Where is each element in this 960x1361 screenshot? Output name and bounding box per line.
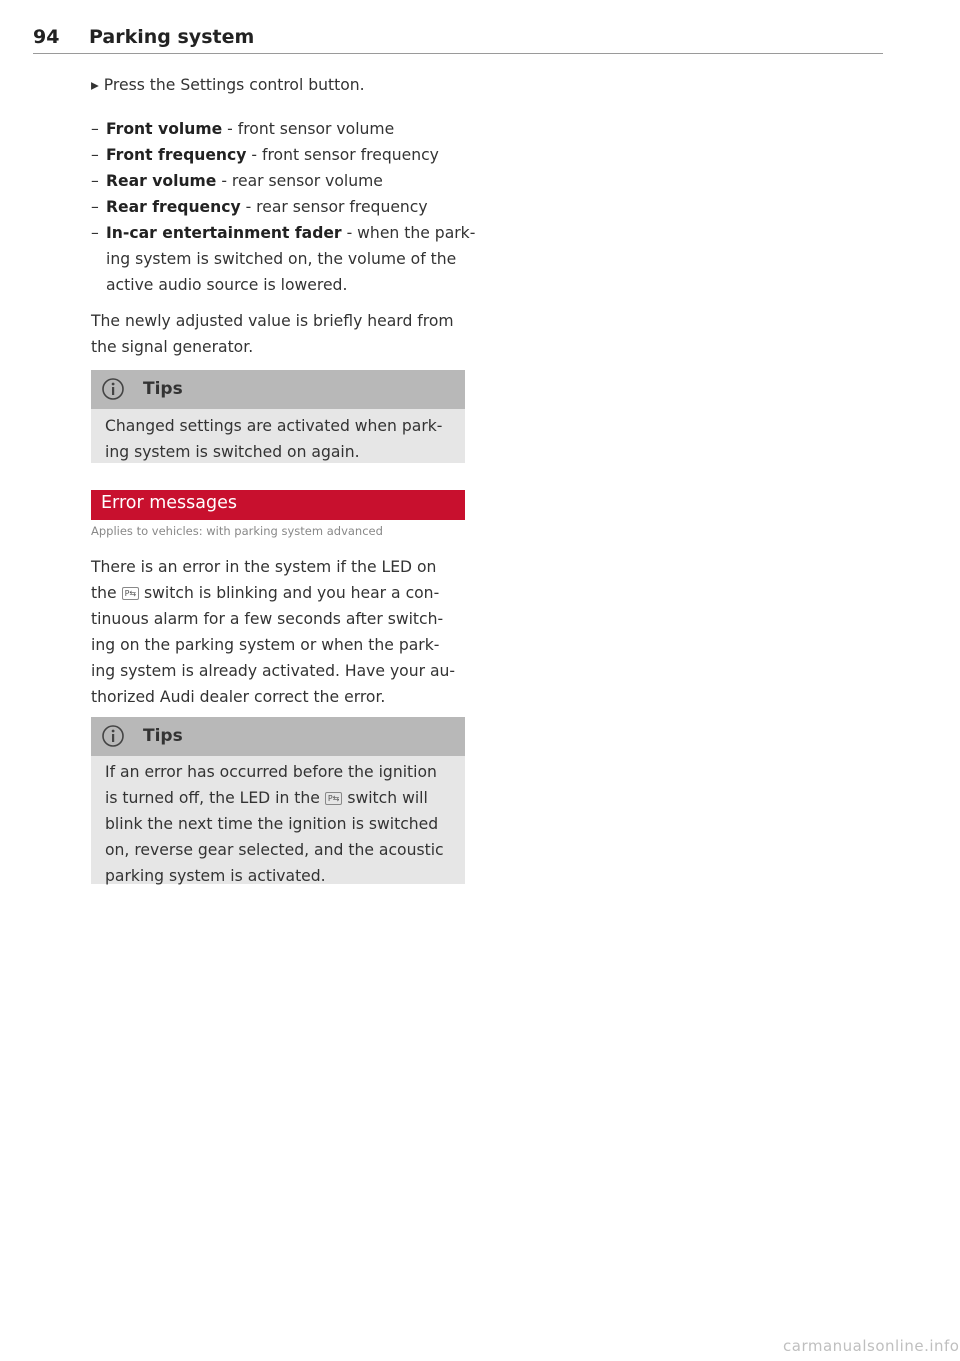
parking-switch-icon: P⇆	[122, 587, 140, 600]
watermark: carmanualsonline.info	[783, 1337, 960, 1355]
tips-box-2	[91, 717, 465, 884]
list-item: – In-car entertainment fader - when the park- ing system is switched on, the volume of the active audio source is lowered.	[91, 224, 476, 294]
list-item: – Rear volume - rear sensor volume	[91, 172, 383, 190]
tips-label: Tips	[143, 379, 183, 399]
section-heading-bar	[91, 490, 465, 520]
tips-box	[91, 370, 465, 463]
applies-note: Applies to vehicles: with parking system advanced	[91, 524, 383, 538]
tips-header	[91, 717, 465, 756]
list-item: – Front volume - front sensor volume	[91, 120, 395, 138]
info-icon	[101, 377, 125, 401]
tips-text: If an error has occurred before the ignition is turned off, the LED in the P⇆ switch will blink the next time the ignition is switched on, reverse gear selected, and the acoustic parking system is activated.	[105, 763, 444, 885]
page-header	[33, 26, 883, 54]
page-number: 94	[33, 26, 60, 48]
section-heading: Error messages	[101, 493, 237, 513]
paragraph-error: There is an error in the system if the LED on the P⇆ switch is blinking and you hear a con- tinuous alarm for a few seconds after switch- ing on the parking system or when the park- ing system is already activated. Have your au- thorized Audi dealer correct the error.	[91, 558, 456, 706]
tips-text: Changed settings are activated when park- ing system is switched on again.	[105, 417, 443, 461]
list-item: – Front frequency - front sensor frequency	[91, 146, 439, 164]
section-title: Parking system	[89, 26, 255, 48]
settings-list	[91, 116, 475, 298]
list-item: – Rear frequency - rear sensor frequency	[91, 198, 428, 216]
tips-label: Tips	[143, 726, 183, 746]
paragraph-adjusted-value: The newly adjusted value is briefly heard from the signal generator.	[91, 312, 454, 356]
tips-header	[91, 370, 465, 409]
parking-switch-icon: P⇆	[325, 792, 343, 805]
instruction-step: ▸ Press the Settings control button.	[91, 76, 365, 94]
info-icon	[101, 724, 125, 748]
